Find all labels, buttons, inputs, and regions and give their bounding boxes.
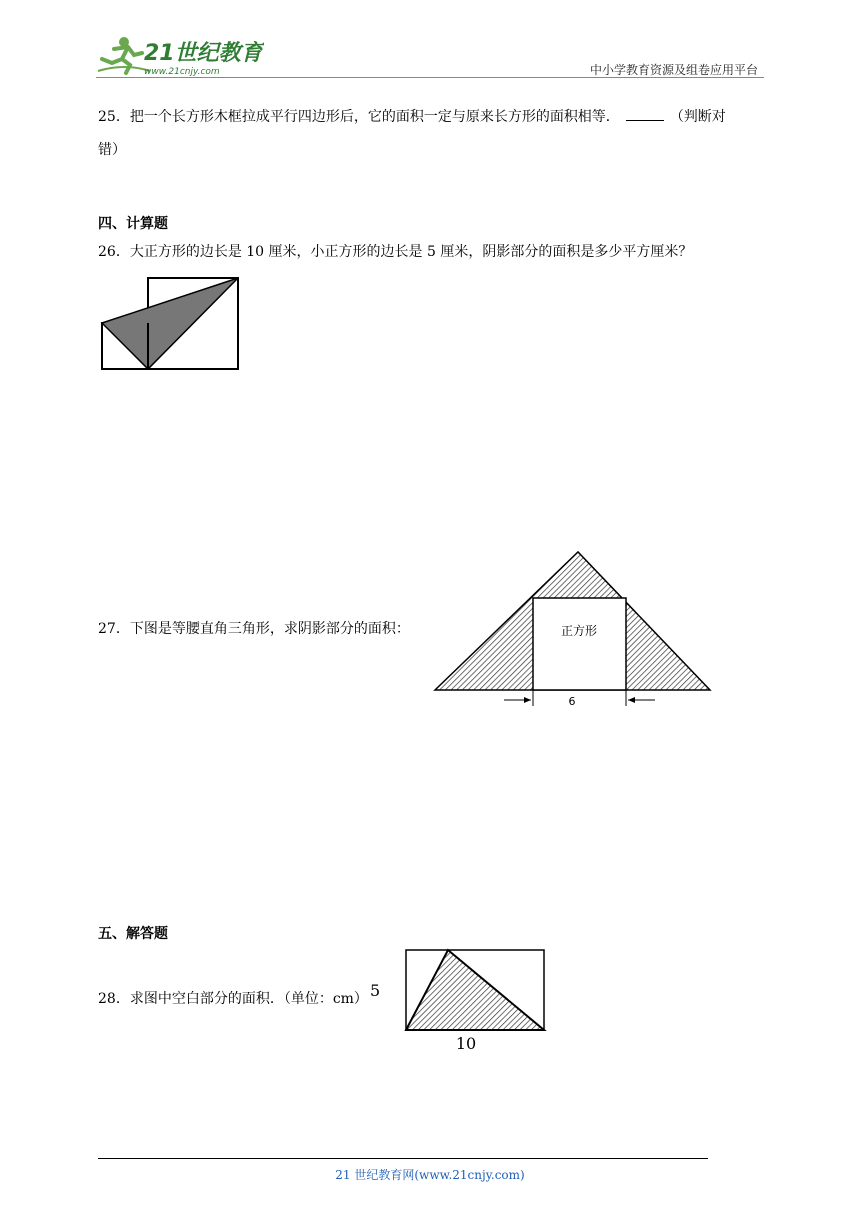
height-label: 5 — [370, 981, 381, 1000]
svg-text:www.21cnjy.com: www.21cnjy.com — [144, 67, 220, 77]
site-logo — [94, 33, 264, 77]
question-25-line2: 错） — [98, 142, 126, 158]
square-label: 正方形 — [560, 624, 598, 638]
footer-divider — [98, 1158, 708, 1159]
section-heading-calculation: 四、计算题 — [98, 216, 168, 232]
figure-isosceles-triangle — [432, 550, 714, 710]
question-26-text: 26．大正方形的边长是 10 厘米，小正方形的边长是 5 厘米，阴影部分的面积是多少平方厘米？ — [98, 244, 693, 260]
question-28-text: 28．求图中空白部分的面积．（单位：cm） — [98, 991, 368, 1007]
question-25 — [98, 106, 726, 127]
base-label: 6 — [568, 695, 576, 708]
platform-name: 中小学教育资源及组卷应用平台 — [590, 63, 759, 77]
width-label: 10 — [455, 1034, 477, 1053]
question-25-text: 25．把一个长方形木框拉成平行四边形后，它的面积一定与原来长方形的面积相等． — [98, 109, 620, 125]
footer-link[interactable]: 21 世纪教育网(www.21cnjy.com) — [335, 1168, 525, 1182]
figure-rectangle-triangle — [360, 946, 552, 1054]
inner-square — [533, 598, 626, 690]
section-heading-answer: 五、解答题 — [98, 926, 168, 942]
svg-text:21世纪教育: 21世纪教育 — [144, 41, 263, 66]
shaded-triangle — [102, 278, 238, 369]
question-25-suffix: （判断对 — [669, 109, 726, 125]
figure-squares — [100, 276, 242, 372]
header-divider — [96, 77, 764, 78]
answer-blank[interactable] — [626, 106, 664, 121]
runner-icon — [98, 37, 150, 73]
question-27-text: 27．下图是等腰直角三角形，求阴影部分的面积： — [98, 621, 410, 637]
